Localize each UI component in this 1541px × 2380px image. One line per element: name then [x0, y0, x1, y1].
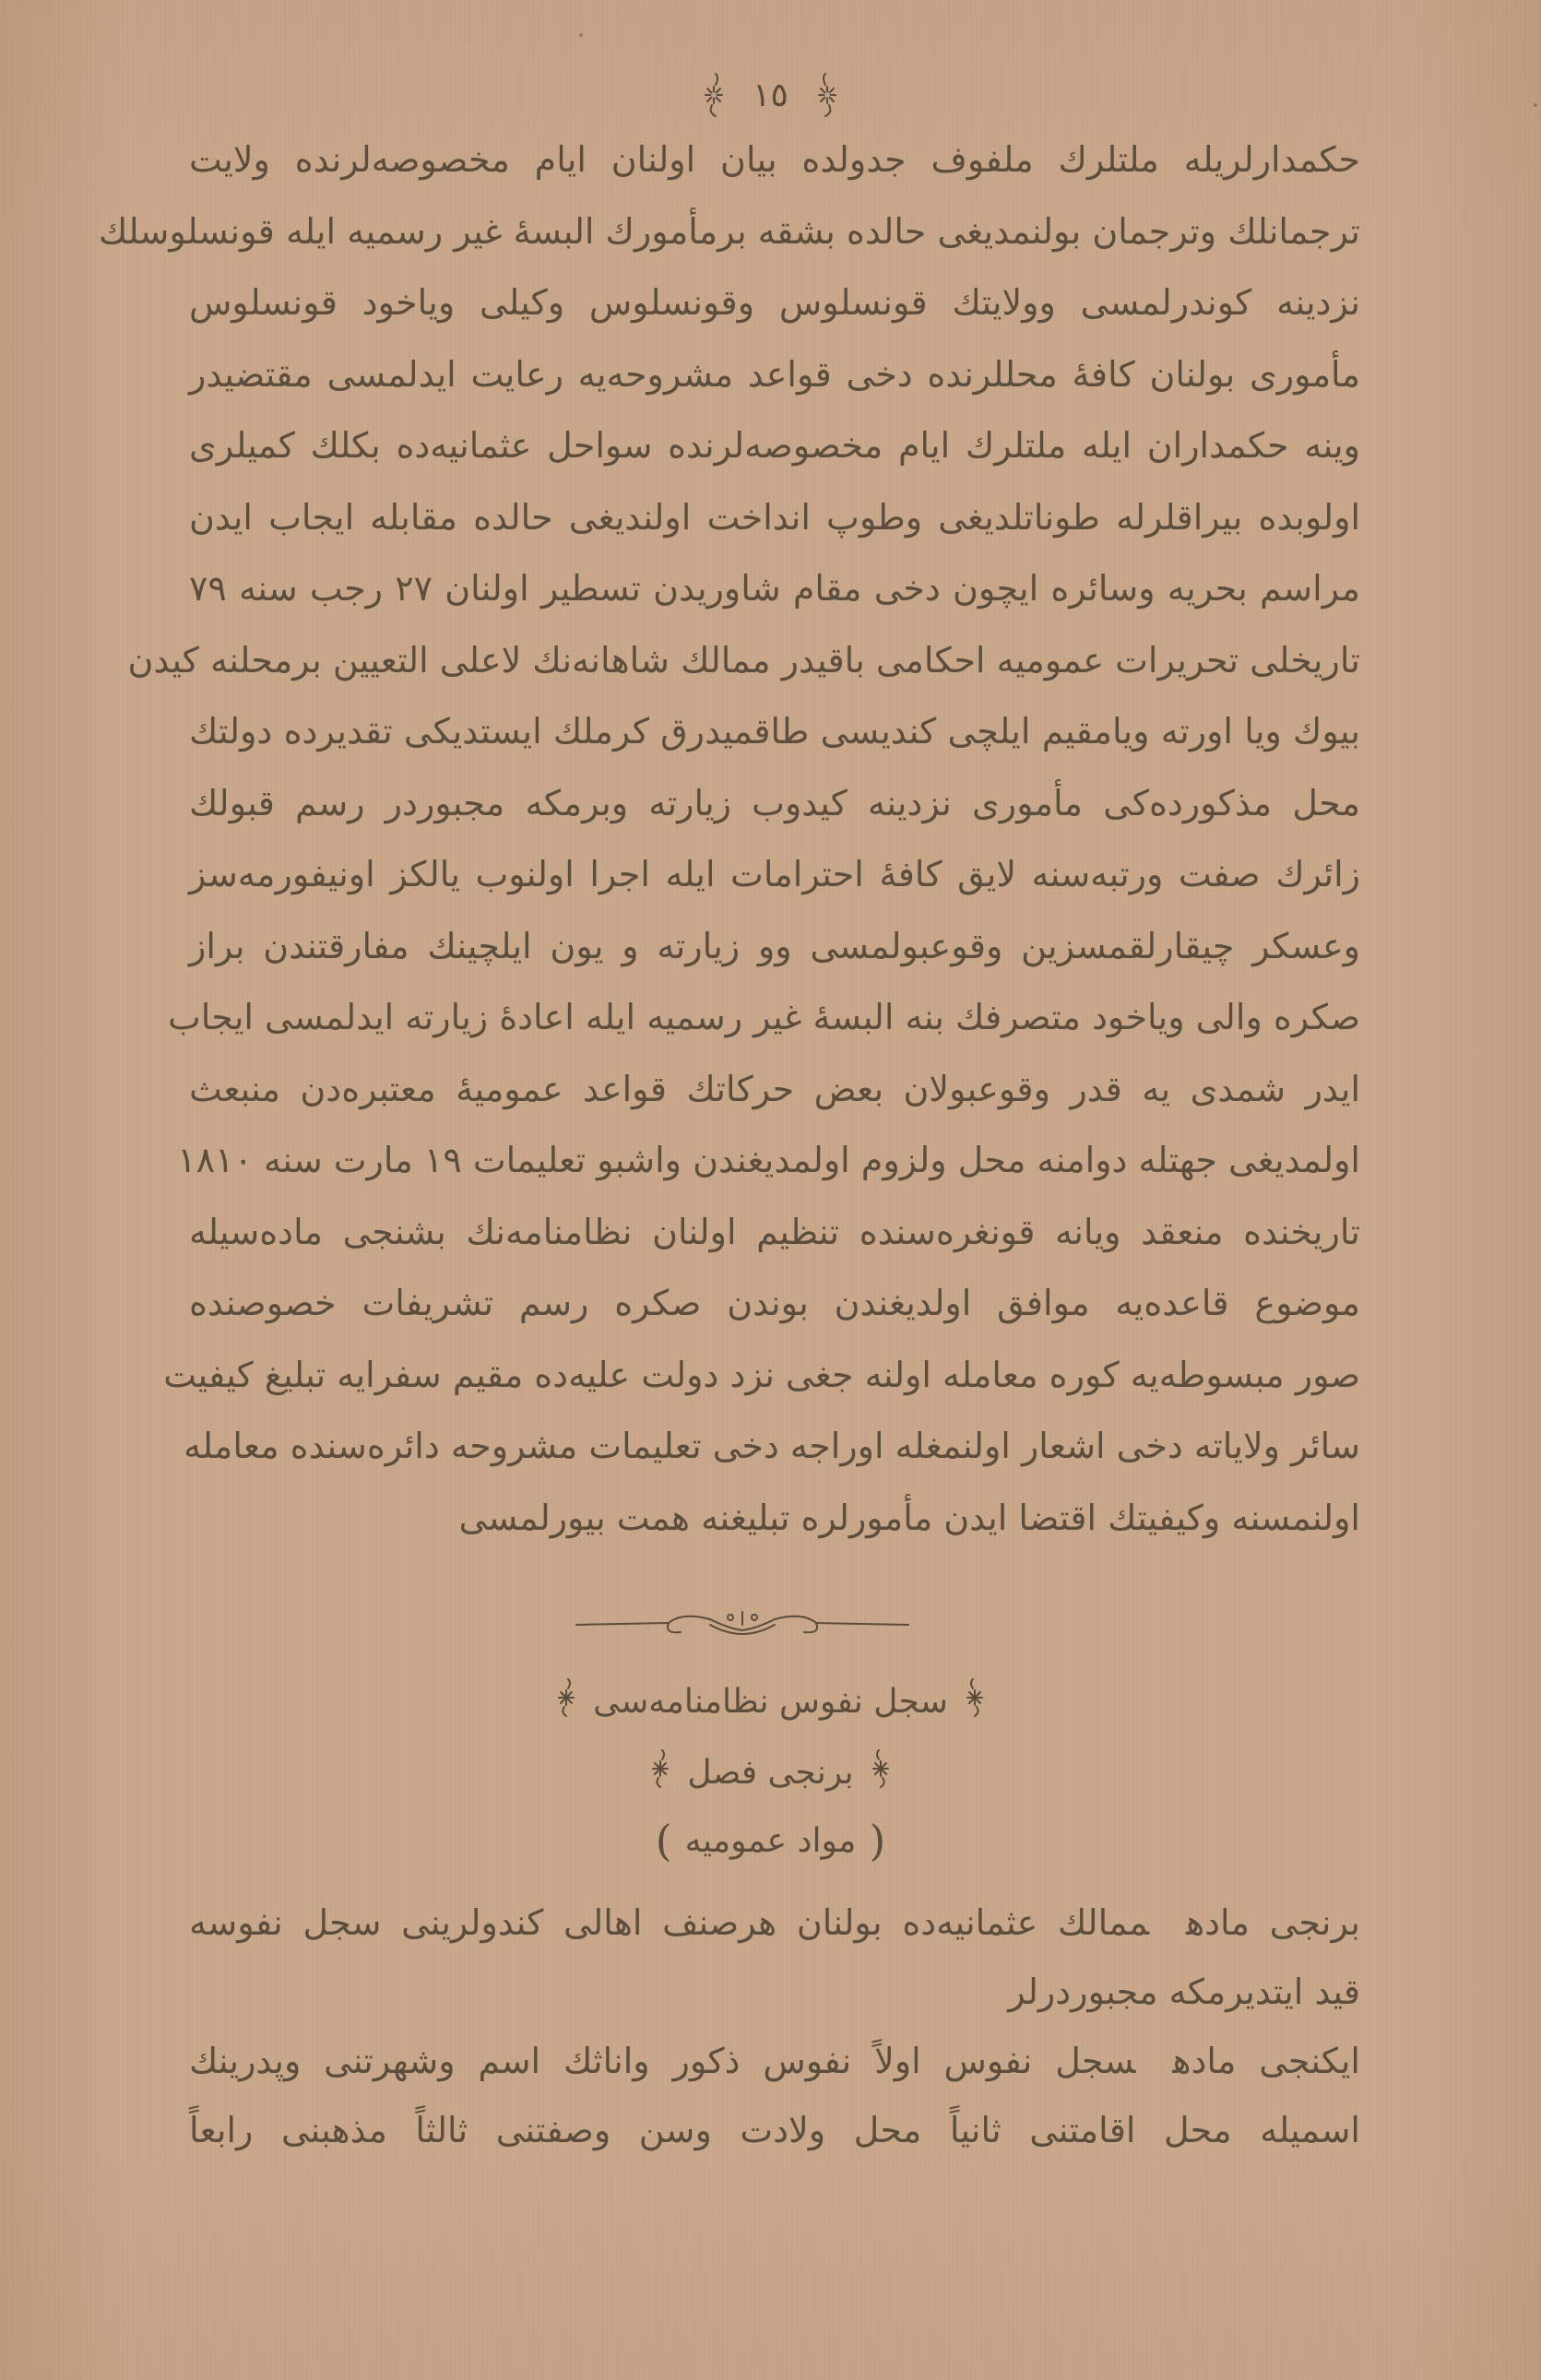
text-line: اولمدیغی جهتله دوامنه محل ولزوم اولمدیغندن واشبو تعلیمات ١٩ مارت سنه ١٨١٠ — [177, 1140, 1360, 1180]
text-line: تاریخنده منعقد ویانه قونغره‌سنده تنظیم اولنان نظامنامه‌نك بشنجی ماده‌سیله — [189, 1211, 1360, 1252]
page-header — [0, 63, 1541, 127]
star-ornament-icon — [961, 1677, 989, 1726]
text-line: وعسکر چیقارلقمسزین وقوعبولمسی وو زیارته و یون ایلچینك مفارقتندن براز — [189, 925, 1360, 966]
text-line: محل مذکورده‌کی مأموری نزدینه کیدوب زیارته وبرمکه مجبوردر رسم قبولك — [189, 782, 1360, 823]
text-line: سائر ولایاته دخی اشعار اولنمغله اوراجه دخی تعلیمات مشروحه دائره‌سنده معامله — [184, 1426, 1360, 1466]
chapter-heading-text: برنجی فصل — [687, 1753, 854, 1792]
ornamental-separator — [572, 1603, 913, 1643]
article-label: برنجی ماده — [1186, 1902, 1361, 1943]
text-line: موضوع قاعده‌یه موافق اولدیغندن بوندن صکره رسم تشریفات خصوصنده — [189, 1283, 1360, 1323]
article-text: ممالك عثمانیه‌ده بولنان هرصنف اهالی کندولرینی سجل نفوسه — [189, 1902, 1150, 1943]
subtitle-text: مواد عمومیه — [684, 1821, 857, 1860]
text-line: مراسم بحریه وسائره ایچون دخی مقام شاوریدن تسطیر اولنان ٢٧ رجب سنه ٧٩ — [189, 568, 1360, 609]
article-2 — [189, 2027, 1360, 2165]
article-line: قید ایتدیرمکه مجبوردرلر — [1008, 1971, 1360, 2012]
paper-speck — [579, 33, 583, 37]
text-line: زائرك صفت ورتبه‌سنه لایق کافهٔ احترامات ایله اجرا اولنوب یالکز اونیفورمه‌سز — [189, 854, 1360, 894]
text-line: وینه حکمداران ایله ملتلرك ایام مخصوصه‌لرنده سواحل عثمانیه‌ده بكلك کمیلری — [189, 425, 1360, 466]
text-line: تاریخلی تحریرات عمومیه احکامی باقیدر ممالك شاهانه‌نك لاعلی التعیین برمحلنه کیدن — [127, 639, 1360, 681]
article-line — [189, 2027, 1360, 2096]
article-text: سجل نفوس اولاً نفوس ذکور واناثك اسم وشهرتنی وپدرینك — [189, 2041, 1136, 2081]
text-line: بیوك ویا اورته ویامقیم ایلچی کندیسی طاقمیدرق کرملك ایستدیکی تقدیرده دولتك — [189, 711, 1360, 752]
text-line: صکره والی ویاخود متصرفك بنه البسهٔ غیر رسمیه ایله اعادهٔ زیارته ایدلمسی ایجاب — [167, 997, 1360, 1037]
text-line: نزدینه کوندرلمسی وولایتك قونسلوس وقونسلوس وکیلی ویاخود قونسلوس — [189, 282, 1360, 323]
text-line: ترجمانلك وترجمان بولنمدیغی حالده بشقه برمأمورك البسهٔ غیر رسمیه ایله قونسلوسلك — [98, 210, 1360, 252]
close-paren: ) — [655, 1816, 672, 1865]
chapter-heading — [0, 1738, 1541, 1806]
text-line: ایدر شمدی یه قدر وقوعبولان بعض حرکاتك قواعد عمومیهٔ معتبره‌دن منبعث — [189, 1068, 1360, 1109]
text-line: اولنمسنه وکیفیتك اقتضا ایدن مأمورلره تبلیغنه همت بیورلمسی — [458, 1497, 1360, 1538]
star-ornament-icon — [552, 1677, 580, 1726]
article-1 — [189, 1889, 1360, 2027]
star-ornament-icon — [695, 72, 732, 118]
article-line: اسمیله محل اقامتنی ثانیاً محل ولادت وسن وصفتنی ثالثاً مذهبنی رابعاً — [189, 2110, 1360, 2150]
open-paren: ( — [869, 1816, 886, 1865]
regulation-title-text: سجل نفوس نظامنامه‌سی — [593, 1682, 948, 1721]
text-line: صور مبسوطه‌یه کوره معامله اولنه جغی نزد دولت علیه‌ده مقیم سفرایه تبلیغ کیفیت — [163, 1354, 1360, 1395]
text-line: مأموری بولنان کافهٔ محللرنده دخی قواعد مشروحه‌یه رعایت ایدلمسی مقتضیدر — [189, 353, 1360, 395]
article-label: ایکنجی ماده — [1172, 2041, 1360, 2081]
star-ornament-icon — [809, 72, 846, 118]
text-line: اولوبده بیراقلرله طوناتلدیغی وطوپ انداخت اولندیغی حالده مقابله ایجاب ایدن — [189, 496, 1360, 538]
section-headings — [0, 1664, 1541, 1875]
text-line: حكمدارلریله ملتلرك ملفوف جدولده بیان اولنان ایام مخصوصه‌لرنده ولایت — [189, 139, 1360, 180]
star-ornament-icon — [646, 1748, 674, 1797]
article-line — [189, 1889, 1360, 1958]
body-paragraph — [98, 124, 1360, 1554]
star-ornament-icon — [867, 1748, 895, 1797]
articles — [189, 1889, 1360, 2165]
page-number: ١٥ — [753, 76, 788, 114]
subtitle-heading — [0, 1806, 1541, 1875]
regulation-title — [0, 1664, 1541, 1738]
